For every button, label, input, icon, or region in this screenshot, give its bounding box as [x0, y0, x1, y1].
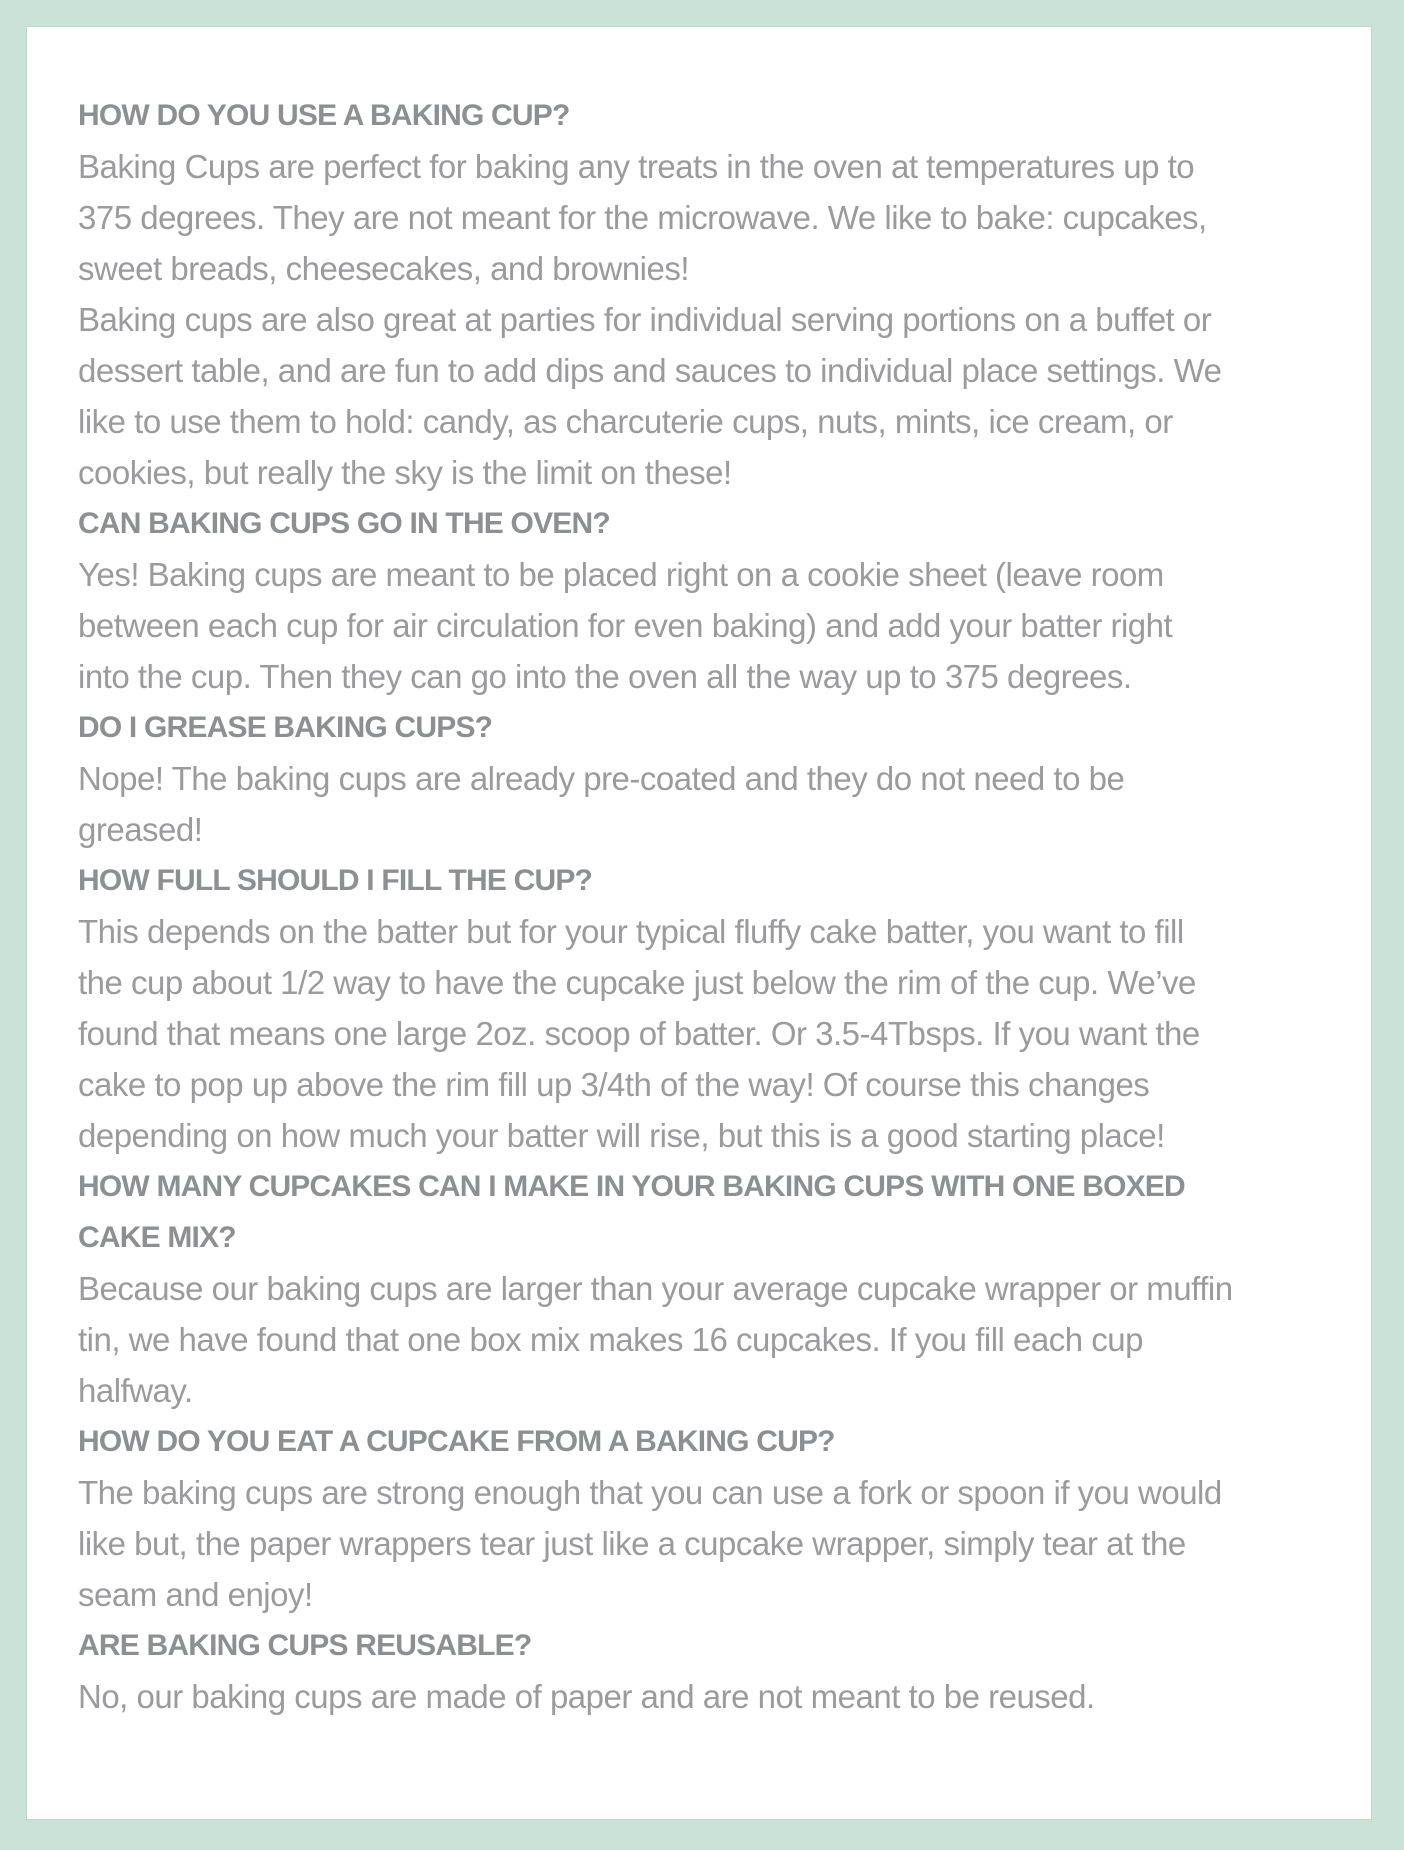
faq-answer-line: like but, the paper wrappers tear just like a cupcake wrapper, simply tear at the — [78, 1525, 1186, 1562]
faq-answer-paragraph — [78, 549, 1331, 702]
faq-question-line: HOW DO YOU EAT A CUPCAKE FROM A BAKING CUP? — [78, 1425, 835, 1458]
faq-answer-paragraph — [78, 906, 1331, 1161]
faq-answer-line: Nope! The baking cups are already pre-coated and they do not need to be — [78, 760, 1125, 797]
faq-answer-line: tin, we have found that one box mix makes 16 cupcakes. If you fill each cup — [78, 1321, 1143, 1358]
faq-answer-line: like to use them to hold: candy, as charcuterie cups, nuts, mints, ice cream, or — [78, 403, 1173, 440]
faq-section — [78, 1416, 1331, 1620]
faq-answer-line: the cup about 1/2 way to have the cupcake just below the rim of the cup. We’ve — [78, 964, 1196, 1001]
faq-question-line: CAN BAKING CUPS GO IN THE OVEN? — [78, 507, 610, 540]
faq-answer-line: sweet breads, cheesecakes, and brownies! — [78, 250, 690, 287]
faq-answer-paragraph — [78, 141, 1331, 294]
faq-question-line: HOW MANY CUPCAKES CAN I MAKE IN YOUR BAKING CUPS WITH ONE BOXED — [78, 1170, 1185, 1203]
faq-answer-line: seam and enjoy! — [78, 1576, 313, 1613]
faq-answer-line: into the cup. Then they can go into the oven all the way up to 375 degrees. — [78, 658, 1132, 695]
faq-answer-line: Yes! Baking cups are meant to be placed right on a cookie sheet (leave room — [78, 556, 1164, 593]
faq-answer-line: Baking Cups are perfect for baking any treats in the oven at temperatures up to — [78, 148, 1195, 185]
faq-answer-paragraph — [78, 294, 1331, 498]
faq-question-line: CAKE MIX? — [78, 1221, 236, 1254]
faq-answer-paragraph — [78, 1263, 1331, 1416]
faq-answer-paragraph — [78, 1467, 1331, 1620]
faq-content — [27, 27, 1371, 1722]
faq-section — [78, 1161, 1331, 1416]
faq-answer-line: cake to pop up above the rim fill up 3/4th of the way! Of course this changes — [78, 1066, 1150, 1103]
faq-answer-paragraph — [78, 1671, 1331, 1722]
faq-question-line: HOW DO YOU USE A BAKING CUP? — [78, 99, 570, 132]
faq-answer-line: The baking cups are strong enough that you can use a fork or spoon if you would — [78, 1474, 1222, 1511]
faq-answer-paragraph — [78, 753, 1331, 855]
faq-answer-line: cookies, but really the sky is the limit on these! — [78, 454, 732, 491]
faq-answer-line: between each cup for air circulation for even baking) and add your batter right — [78, 607, 1173, 644]
faq-answer-line: found that means one large 2oz. scoop of batter. Or 3.5-4Tbsps. If you want the — [78, 1015, 1200, 1052]
faq-answer-line: halfway. — [78, 1372, 193, 1409]
faq-answer-line: 375 degrees. They are not meant for the microwave. We like to bake: cupcakes, — [78, 199, 1207, 236]
faq-answer-line: dessert table, and are fun to add dips and sauces to individual place settings. We — [78, 352, 1222, 389]
faq-section — [78, 1620, 1331, 1722]
faq-question-line: DO I GREASE BAKING CUPS? — [78, 711, 493, 744]
faq-answer-line: This depends on the batter but for your typical fluffy cake batter, you want to fill — [78, 913, 1184, 950]
faq-answer-line: greased! — [78, 811, 203, 848]
faq-question-line: ARE BAKING CUPS REUSABLE? — [78, 1629, 532, 1662]
faq-question-line: HOW FULL SHOULD I FILL THE CUP? — [78, 864, 593, 897]
faq-section — [78, 90, 1331, 498]
faq-answer-line: Baking cups are also great at parties for individual serving portions on a buffet or — [78, 301, 1212, 338]
faq-answer-line: Because our baking cups are larger than your average cupcake wrapper or muffin — [78, 1270, 1233, 1307]
faq-answer-line: depending on how much your batter will rise, but this is a good starting place! — [78, 1117, 1165, 1154]
faq-section — [78, 498, 1331, 702]
faq-section — [78, 855, 1331, 1161]
faq-answer-line: No, our baking cups are made of paper and are not meant to be reused. — [78, 1678, 1095, 1715]
faq-section — [78, 702, 1331, 855]
faq-page — [27, 27, 1371, 1819]
